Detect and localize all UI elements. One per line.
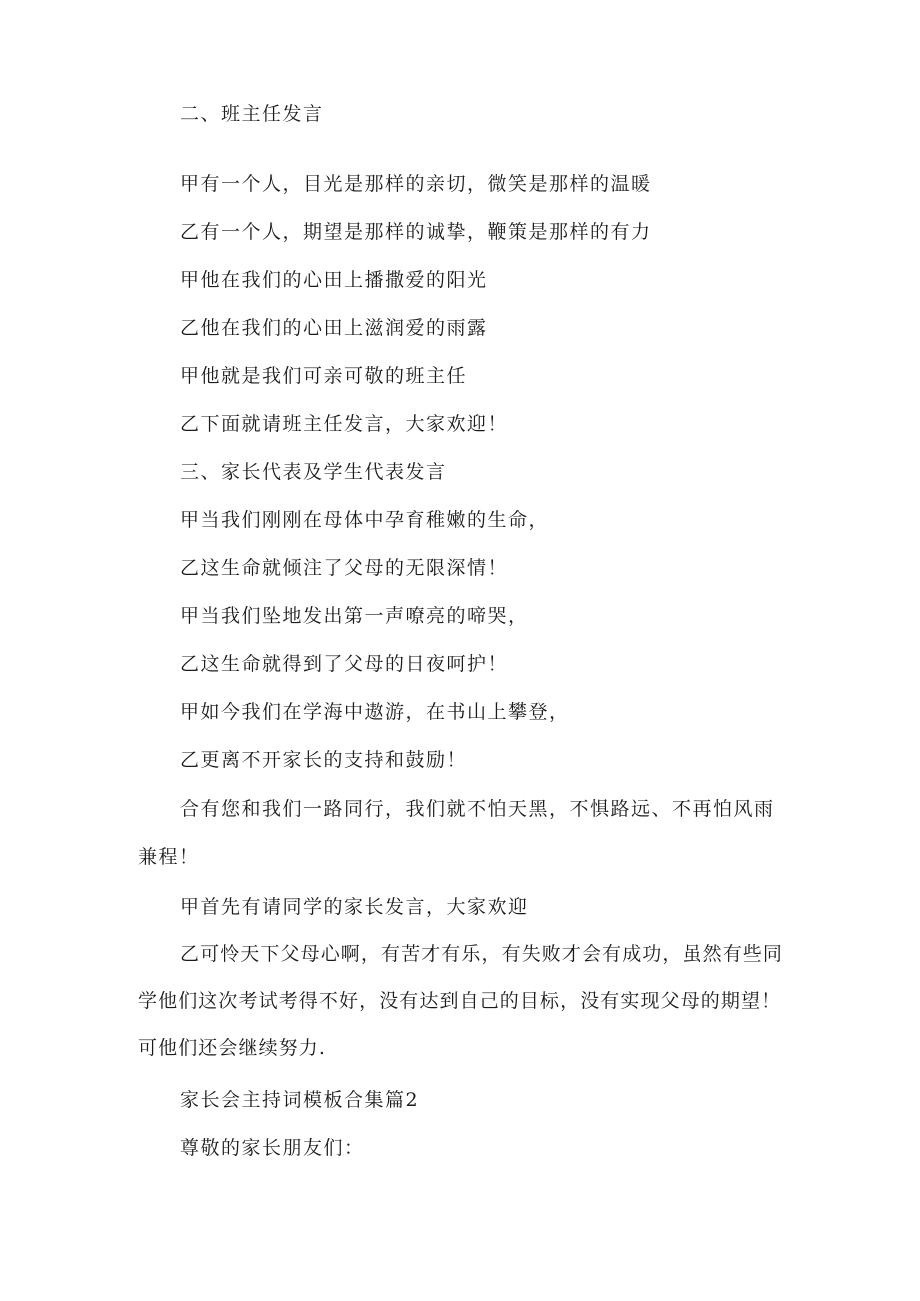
- parent-line: 乙更离不开家长的支持和鼓励！: [180, 749, 468, 771]
- intro-line: 乙有一个人，期望是那样的诚挚，鞭策是那样的有力: [180, 221, 652, 243]
- salutation: 尊敬的家长朋友们：: [180, 1137, 365, 1159]
- parent-line: 乙这生命就得到了父母的日夜呵护！: [180, 653, 509, 675]
- together-paragraph: 合有您和我们一路同行，我们就不怕天黑，不惧路远、不再怕风雨兼程！: [138, 798, 775, 868]
- parent-line: 甲当我们刚刚在母体中孕育稚嫩的生命，: [180, 509, 550, 531]
- intro-line: 甲他在我们的心田上播撒爱的阳光: [180, 269, 488, 291]
- section-title: 家长会主持词模板合集篇2: [180, 1089, 420, 1111]
- heading-parent-student-speech: 三、家长代表及学生代表发言: [180, 461, 447, 483]
- invite-line: 甲首先有请同学的家长发言，大家欢迎: [180, 896, 529, 918]
- parent-line: 乙这生命就倾注了父母的无限深情！: [180, 557, 509, 579]
- parent-line: 甲如今我们在学海中遨游，在书山上攀登，: [180, 701, 570, 723]
- encourage-paragraph: 乙可怜天下父母心啊，有苦才有乐，有失败才会有成功，虽然有些同学他们这次考试考得不好，没有达到自己的目标，没有实现父母的期望！可他们还会继续努力.: [138, 943, 784, 1059]
- intro-line: 甲有一个人，目光是那样的亲切，微笑是那样的温暖: [180, 173, 652, 195]
- intro-line: 甲他就是我们可亲可敬的班主任: [180, 365, 468, 387]
- heading-teacher-speech: 二、班主任发言: [180, 103, 324, 125]
- intro-line: 乙下面就请班主任发言，大家欢迎！: [180, 413, 509, 435]
- intro-line: 乙他在我们的心田上滋润爱的雨露: [180, 317, 488, 339]
- parent-line: 甲当我们坠地发出第一声嘹亮的啼哭，: [180, 605, 529, 627]
